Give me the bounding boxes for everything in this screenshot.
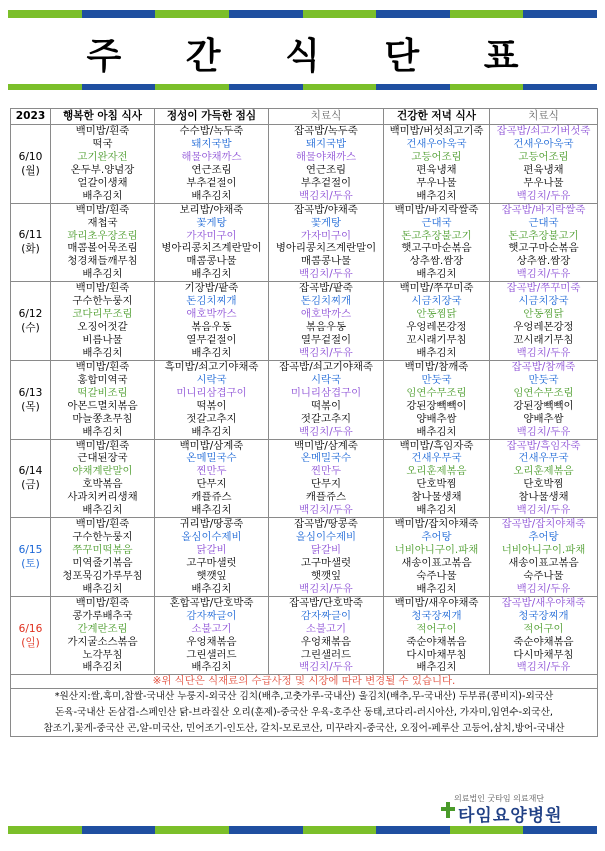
menu-item: 편육냉채 [416, 163, 457, 176]
menu-item: 백미밥/흰죽 [75, 203, 130, 216]
menu-item: 양배추쌈 [416, 412, 457, 425]
menu-item: 돼지국밥 [191, 137, 232, 150]
menu-item: 매콤콩나물 [300, 255, 352, 268]
origin-line: *원산지:쌀,흑미,찹쌀-국내산 누룽지-외국산 김치(배추,고춧가루-국내산) 울김치(배추,무-국내산) 두부류(콩비지)-외국산 [54, 691, 554, 703]
menu-item: 추어탕 [528, 531, 559, 544]
menu-item: 백김치/두유 [516, 189, 571, 202]
menu-item: 열무겉절이 [300, 334, 352, 346]
menu-item: 백김치/두유 [516, 346, 571, 359]
menu-item: 배추김치 [416, 582, 457, 595]
menu-item: 백미밥/새우야채죽 [394, 596, 479, 609]
menu-item: 햇깻잎 [310, 569, 342, 582]
menu-item: 코다리무조림 [72, 308, 133, 321]
dinner-cell [384, 125, 490, 204]
menu-item: 꽈리초우장조림 [67, 229, 138, 242]
breakfast-cell [51, 596, 155, 675]
hospital-logo [440, 793, 590, 826]
day-row [11, 125, 598, 204]
menu-item: 아몬드멸치볶음 [67, 399, 138, 412]
dinner-diet-cell [490, 282, 598, 361]
menu-item: 백미밥/삼계죽 [179, 439, 244, 452]
menu-item: 백미밥/흰죽 [75, 518, 130, 531]
menu-item: 가자미구이 [300, 229, 352, 242]
menu-item: 시금치장국 [411, 295, 462, 308]
menu-item: 청국장찌개 [518, 609, 569, 622]
date-label: 6/11 [18, 229, 43, 242]
dinner-cell [384, 203, 490, 282]
menu-item: 백미밥/흰죽 [75, 282, 130, 295]
menu-item: 죽순야채볶음 [406, 635, 467, 648]
day-row [11, 439, 598, 518]
menu-item: 연근조림 [305, 163, 347, 176]
menu-table [10, 108, 598, 737]
date-label: 6/10 [18, 150, 43, 163]
menu-item: 매콤콩나물 [186, 255, 237, 268]
menu-item: 건새우무국 [518, 452, 569, 465]
menu-item: 임연수무조림 [406, 386, 467, 399]
menu-item: 상추쌈.쌈장 [409, 255, 464, 268]
menu-item: 다시마채무침 [406, 648, 467, 661]
menu-item: 캐플쥬스 [305, 491, 347, 504]
lunch-cell [155, 125, 269, 204]
origin-line: 돈육-국내산 돈삼겹-스페인산 닭-브라질산 오리(훈제)-중국산 우육-호주산 동태,코다리-러시아산, 가자미,임연수-외국산, [55, 706, 553, 718]
menu-item: 보리밥/야채죽 [179, 203, 244, 216]
lunch-diet-cell [269, 439, 384, 518]
menu-item: 잡곡밥/단호박죽 [289, 596, 363, 609]
day-row [11, 282, 598, 361]
menu-item: 젓갈고추지 [300, 412, 352, 425]
menu-item: 배추김치 [191, 425, 232, 438]
dinner-diet-cell [490, 439, 598, 518]
menu-item: 얼갈이생채 [77, 176, 128, 189]
menu-item: 배추김치 [82, 582, 123, 595]
menu-item: 가지굴소스볶음 [67, 635, 138, 648]
menu-item: 젓갈고추지 [186, 412, 237, 425]
dinner-cell [384, 596, 490, 675]
date-cell [11, 282, 51, 361]
weekday-label: (토) [21, 557, 40, 570]
menu-item: 홍합미역국 [77, 373, 128, 386]
menu-item: 숙주나물 [523, 569, 564, 582]
menu-item: 건새우무국 [411, 452, 462, 465]
menu-item: 감자짜글이 [186, 609, 237, 622]
menu-item: 노각무침 [82, 648, 123, 661]
title-rule [8, 84, 597, 90]
origin-info [11, 689, 598, 737]
menu-item: 그린샐러드 [186, 648, 237, 661]
menu-item: 죽순야채볶음 [513, 635, 574, 648]
menu-item: 백미밥/잡치야채죽 [394, 518, 479, 531]
dinner-cell [384, 518, 490, 597]
menu-item: 부추겉절이 [186, 176, 237, 189]
menu-item: 잡곡밥/잡치야채죽 [501, 518, 586, 531]
menu-item: 단무지 [196, 478, 227, 491]
menu-item: 안동찜닭 [523, 308, 564, 321]
lunch-diet-cell [269, 125, 384, 204]
day-row [11, 360, 598, 439]
menu-item: 닭갈비 [196, 544, 227, 556]
menu-item: 꽃게탕 [196, 216, 227, 229]
breakfast-cell [51, 439, 155, 518]
dinner-cell [384, 439, 490, 518]
breakfast-cell [51, 282, 155, 361]
menu-item: 부추겉절이 [300, 176, 352, 189]
menu-item: 배추김치 [82, 661, 123, 674]
menu-item: 간계란조림 [77, 622, 128, 635]
menu-item: 해물야채까스 [181, 150, 242, 163]
dinner-diet-cell [490, 596, 598, 675]
menu-item: 배추김치 [82, 346, 123, 359]
menu-item: 적어구이 [416, 622, 457, 635]
menu-item: 백김치/두유 [516, 582, 571, 595]
menu-item: 온메밀국수 [300, 452, 352, 465]
dinner-diet-cell [490, 203, 598, 282]
day-row [11, 518, 598, 597]
menu-item: 안동찜닭 [416, 308, 457, 321]
menu-item: 감자짜글이 [300, 609, 352, 622]
menu-item: 배추김치 [416, 504, 457, 517]
menu-item: 닭갈비 [310, 544, 342, 556]
menu-item: 구수한누룽지 [72, 295, 133, 308]
menu-item: 백미밥/흰죽 [75, 125, 130, 137]
menu-item: 찐만두 [196, 465, 227, 478]
menu-item: 햇고구마순볶음 [401, 242, 472, 255]
menu-item: 수수밥/녹두죽 [179, 125, 244, 137]
menu-item: 배추김치 [191, 661, 232, 674]
menu-item: 청포묵김가루무침 [62, 569, 143, 582]
menu-item: 강된장빽빽이 [406, 399, 467, 412]
menu-item: 고등어조림 [411, 150, 462, 163]
header-row [11, 109, 598, 125]
menu-item: 백김치/두유 [299, 582, 353, 595]
menu-item: 단호박찜 [416, 478, 457, 491]
weekday-label: (금) [21, 479, 40, 492]
menu-item: 만둣국 [421, 373, 452, 386]
lunch-cell [155, 282, 269, 361]
menu-item: 오징어젓갈 [77, 321, 128, 334]
menu-item: 기장밥/팥죽 [184, 282, 239, 295]
lunch-diet-cell [269, 518, 384, 597]
menu-item: 떡국 [92, 137, 113, 150]
menu-item: 배추김치 [191, 189, 232, 202]
breakfast-cell [51, 125, 155, 204]
menu-item: 혼합곡밥/단호박죽 [169, 596, 254, 609]
menu-item: 병아리콩치즈계란말이 [275, 242, 377, 255]
dinner-cell [384, 282, 490, 361]
date-cell [11, 203, 51, 282]
menu-item: 돈고추장불고기 [508, 229, 579, 242]
menu-item: 백미밥/바지락쌀죽 [394, 203, 479, 216]
lunch-cell [155, 203, 269, 282]
dinner-diet-cell [490, 518, 598, 597]
lunch-cell [155, 596, 269, 675]
day-row [11, 203, 598, 282]
menu-item: 적어구이 [523, 622, 564, 635]
menu-item: 숙주나물 [416, 569, 457, 582]
menu-item: 해물야채까스 [295, 150, 357, 163]
menu-item: 돈김치찌개 [186, 295, 237, 308]
lunch-diet-cell [269, 360, 384, 439]
lunch-diet-cell [269, 596, 384, 675]
menu-item: 배추김치 [82, 425, 123, 438]
menu-item: 매콤볼어묵조림 [67, 242, 138, 255]
menu-item: 돈김치찌개 [300, 295, 352, 308]
top-stripe [8, 10, 597, 18]
menu-item: 소불고기 [305, 622, 347, 635]
menu-item: 임연수무조림 [513, 386, 574, 399]
menu-item: 가자미구이 [186, 229, 237, 242]
origin-line: 참조기,꽃게-중국산 곤,알-미국산, 민어조기-인도산, 갈치-모로코산, 미꾸라지-중국산, 오징어-페루산 고등어,삼치,방어-국내산 [43, 722, 565, 734]
menu-item: 잡곡밥/쇠고기버섯죽 [496, 125, 591, 137]
bottom-stripe [8, 826, 597, 834]
menu-item: 단호박찜 [523, 478, 564, 491]
menu-item: 애호박까스 [300, 308, 352, 321]
menu-item: 백김치/두유 [299, 425, 353, 438]
menu-item: 호박볶음 [82, 478, 123, 491]
menu-item: 근대국 [421, 216, 452, 229]
menu-item: 구수한누룽지 [72, 531, 133, 544]
menu-item: 올심이수제비 [181, 531, 242, 544]
menu-item: 편육냉채 [523, 163, 564, 176]
menu-item: 배추김치 [416, 268, 457, 281]
weekday-label: (일) [21, 636, 40, 649]
menu-item: 우엉레몬강정 [513, 321, 574, 334]
menu-item: 꼬시래기무침 [513, 334, 574, 346]
menu-item: 잡곡밥/땅콩죽 [294, 518, 358, 531]
menu-item: 배추김치 [416, 189, 457, 202]
menu-item: 너비아니구이.파채 [394, 544, 479, 556]
menu-item: 사과치커리생채 [67, 491, 138, 504]
breakfast-cell [51, 518, 155, 597]
lunch-diet-header: 치료식 [269, 109, 384, 125]
menu-item: 백미밥/쭈꾸미죽 [399, 282, 474, 295]
menu-item: 돼지국밥 [305, 137, 347, 150]
menu-item: 백김치/두유 [299, 504, 353, 517]
menu-item: 시금치장국 [518, 295, 569, 308]
dinner-header: 건강한 저녁 식사 [384, 109, 490, 125]
menu-item: 시락국 [310, 373, 342, 386]
menu-item: 마늘쫑초무침 [72, 412, 133, 425]
menu-item: 볶음우동 [191, 321, 232, 334]
dinner-cell [384, 360, 490, 439]
menu-item: 백미밥/버섯쇠고기죽 [389, 125, 484, 137]
menu-item: 고구마샐럿 [186, 556, 237, 569]
menu-item: 너비아니구이.파채 [501, 544, 586, 556]
menu-item: 양배추쌈 [523, 412, 564, 425]
menu-item: 잡곡밥/흑임자죽 [506, 439, 581, 452]
logo-subtitle: 의료법인 굿타임 의료재단 [454, 794, 545, 803]
menu-item: 고등어조림 [518, 150, 569, 163]
menu-item: 비름나물 [82, 334, 123, 346]
menu-item: 청국장찌개 [411, 609, 462, 622]
menu-item: 잡곡밥/새우야채죽 [501, 596, 586, 609]
date-label: 6/12 [18, 308, 43, 321]
menu-item: 햇고구마순볶음 [508, 242, 579, 255]
menu-item: 미니리삼겹구이 [290, 386, 362, 399]
year-header: 2023 [11, 109, 51, 125]
page-title: 주 간 식 단 표 [86, 36, 545, 77]
menu-item: 백미밥/흰죽 [75, 360, 130, 373]
menu-item: 떡갈비조림 [77, 386, 128, 399]
menu-item: 잡곡밥/녹두죽 [294, 125, 358, 137]
menu-item: 백김치/두유 [516, 268, 571, 281]
menu-item: 열무겉절이 [186, 334, 237, 346]
weekday-label: (월) [21, 164, 40, 177]
menu-item: 참나물생채 [518, 491, 569, 504]
breakfast-cell [51, 360, 155, 439]
menu-item: 연근조림 [191, 163, 232, 176]
menu-item: 꼬시래기무침 [406, 334, 467, 346]
menu-item: 백미밥/흑임자죽 [399, 439, 474, 452]
date-cell [11, 596, 51, 675]
weekday-label: (목) [21, 400, 40, 413]
menu-item: 배추김치 [191, 346, 232, 359]
day-row [11, 596, 598, 675]
menu-item: 잡곡밥/팥죽 [299, 282, 353, 295]
menu-item: 백김치/두유 [299, 189, 353, 202]
menu-item: 미역줄기볶음 [72, 556, 133, 569]
menu-item: 강된장빽빽이 [513, 399, 574, 412]
menu-item: 병아리콩치즈계란말이 [161, 242, 262, 255]
menu-item: 추어탕 [421, 531, 452, 544]
lunch-diet-cell [269, 203, 384, 282]
lunch-diet-cell [269, 282, 384, 361]
menu-item: 잡곡밥/바지락쌀죽 [501, 203, 586, 216]
menu-item: 백김치/두유 [516, 661, 571, 674]
menu-item: 흑미밥/쇠고기야채죽 [164, 360, 259, 373]
menu-item: 새송이표고볶음 [508, 556, 579, 569]
date-label: 6/13 [18, 386, 43, 399]
menu-item: 돈고추장불고기 [401, 229, 472, 242]
menu-item: 쭈꾸미떡볶음 [72, 544, 133, 556]
menu-item: 온두부.양념장 [70, 163, 135, 176]
menu-item: 백미밥/흰죽 [75, 596, 130, 609]
menu-item: 햇깻잎 [196, 569, 227, 582]
menu-item: 백김치/두유 [299, 268, 353, 281]
menu-item: 만둣국 [528, 373, 559, 386]
menu-item: 무우나물 [416, 176, 457, 189]
menu-item: 볶음우동 [305, 321, 347, 334]
menu-item: 꽃게탕 [310, 216, 342, 229]
menu-item: 미니리삼겹구이 [176, 386, 247, 399]
menu-item: 잡곡밥/참깨죽 [511, 360, 576, 373]
menu-item: 야채계란말이 [72, 465, 133, 478]
menu-item: 참나물생채 [411, 491, 462, 504]
lunch-cell [155, 518, 269, 597]
menu-item: 새송이표고볶음 [401, 556, 472, 569]
menu-item: 그린샐러드 [300, 648, 352, 661]
menu-item: 우엉채볶음 [186, 635, 237, 648]
menu-item: 배추김치 [82, 189, 123, 202]
menu-item: 떡볶이 [310, 399, 342, 412]
date-cell [11, 125, 51, 204]
menu-item: 건새우아욱국 [406, 137, 467, 150]
menu-item: 소불고기 [191, 622, 232, 635]
breakfast-cell [51, 203, 155, 282]
menu-item: 백김치/두유 [516, 425, 571, 438]
menu-item: 우엉레몬강정 [406, 321, 467, 334]
logo-name: 타임요양병원 [458, 806, 563, 826]
weekday-label: (화) [21, 243, 40, 256]
menu-item: 잡곡밥/쭈꾸미죽 [506, 282, 581, 295]
menu-item: 시락국 [196, 373, 227, 386]
date-cell [11, 439, 51, 518]
menu-item: 고기완자전 [77, 150, 128, 163]
menu-item: 온메밀국수 [186, 452, 237, 465]
lunch-cell [155, 439, 269, 518]
menu-item: 배추김치 [416, 425, 457, 438]
breakfast-header: 행복한 아침 식사 [51, 109, 155, 125]
menu-item: 배추김치 [191, 268, 232, 281]
menu-item: 백김치/두유 [299, 346, 353, 359]
cross-icon [440, 801, 456, 819]
menu-item: 배추김치 [82, 504, 123, 517]
menu-item: 다시마채무침 [513, 648, 574, 661]
menu-item: 배추김치 [416, 661, 457, 674]
menu-item: 백미밥/참깨죽 [404, 360, 469, 373]
date-cell [11, 360, 51, 439]
lunch-header: 정성이 가득한 점심 [155, 109, 269, 125]
lunch-cell [155, 360, 269, 439]
menu-item: 귀리밥/땅콩죽 [179, 518, 244, 531]
menu-item: 배추김치 [191, 582, 232, 595]
menu-item: 우엉채볶음 [300, 635, 352, 648]
date-label: 6/16 [18, 622, 43, 635]
menu-item: 올심이수제비 [295, 531, 357, 544]
date-label: 6/15 [18, 543, 43, 556]
menu-item: 캐플쥬스 [191, 491, 232, 504]
menu-item: 배추김치 [191, 504, 232, 517]
menu-item: 근대된장국 [77, 452, 128, 465]
dinner-diet-header: 치료식 [490, 109, 598, 125]
menu-item: 백미밥/흰죽 [75, 439, 130, 452]
menu-item: 무우나물 [523, 176, 564, 189]
menu-item: 상추쌈.쌈장 [516, 255, 571, 268]
menu-item: 배추김치 [82, 268, 123, 281]
menu-item: 떡볶이 [196, 399, 227, 412]
menu-item: 배추김치 [416, 346, 457, 359]
menu-item: 잡곡밥/쇠고기야채죽 [279, 360, 373, 373]
menu-item: 근대국 [528, 216, 559, 229]
menu-item: 찐만두 [310, 465, 342, 478]
date-cell [11, 518, 51, 597]
menu-item: 콩가루배추국 [72, 609, 133, 622]
menu-item: 청경채들깨무침 [67, 255, 138, 268]
menu-item: 백김치/두유 [299, 661, 353, 674]
menu-item: 단무지 [310, 478, 342, 491]
menu-item: 백미밥/삼계죽 [294, 439, 358, 452]
notice: ※위 식단은 식재료의 수급사정 및 시장에 따라 변경될 수 있습니다. [11, 675, 598, 689]
menu-item: 재첩국 [87, 216, 118, 229]
menu-item: 오리훈제볶음 [513, 465, 574, 478]
menu-item: 잡곡밥/야채죽 [294, 203, 358, 216]
menu-item: 애호박까스 [186, 308, 237, 321]
weekday-label: (수) [21, 322, 40, 335]
date-label: 6/14 [18, 465, 43, 478]
menu-item: 오리훈제볶음 [406, 465, 467, 478]
menu-item: 고구마샐럿 [300, 556, 352, 569]
dinner-diet-cell [490, 125, 598, 204]
menu-item: 건새우아욱국 [513, 137, 574, 150]
menu-item: 백김치/두유 [516, 504, 571, 517]
dinner-diet-cell [490, 360, 598, 439]
